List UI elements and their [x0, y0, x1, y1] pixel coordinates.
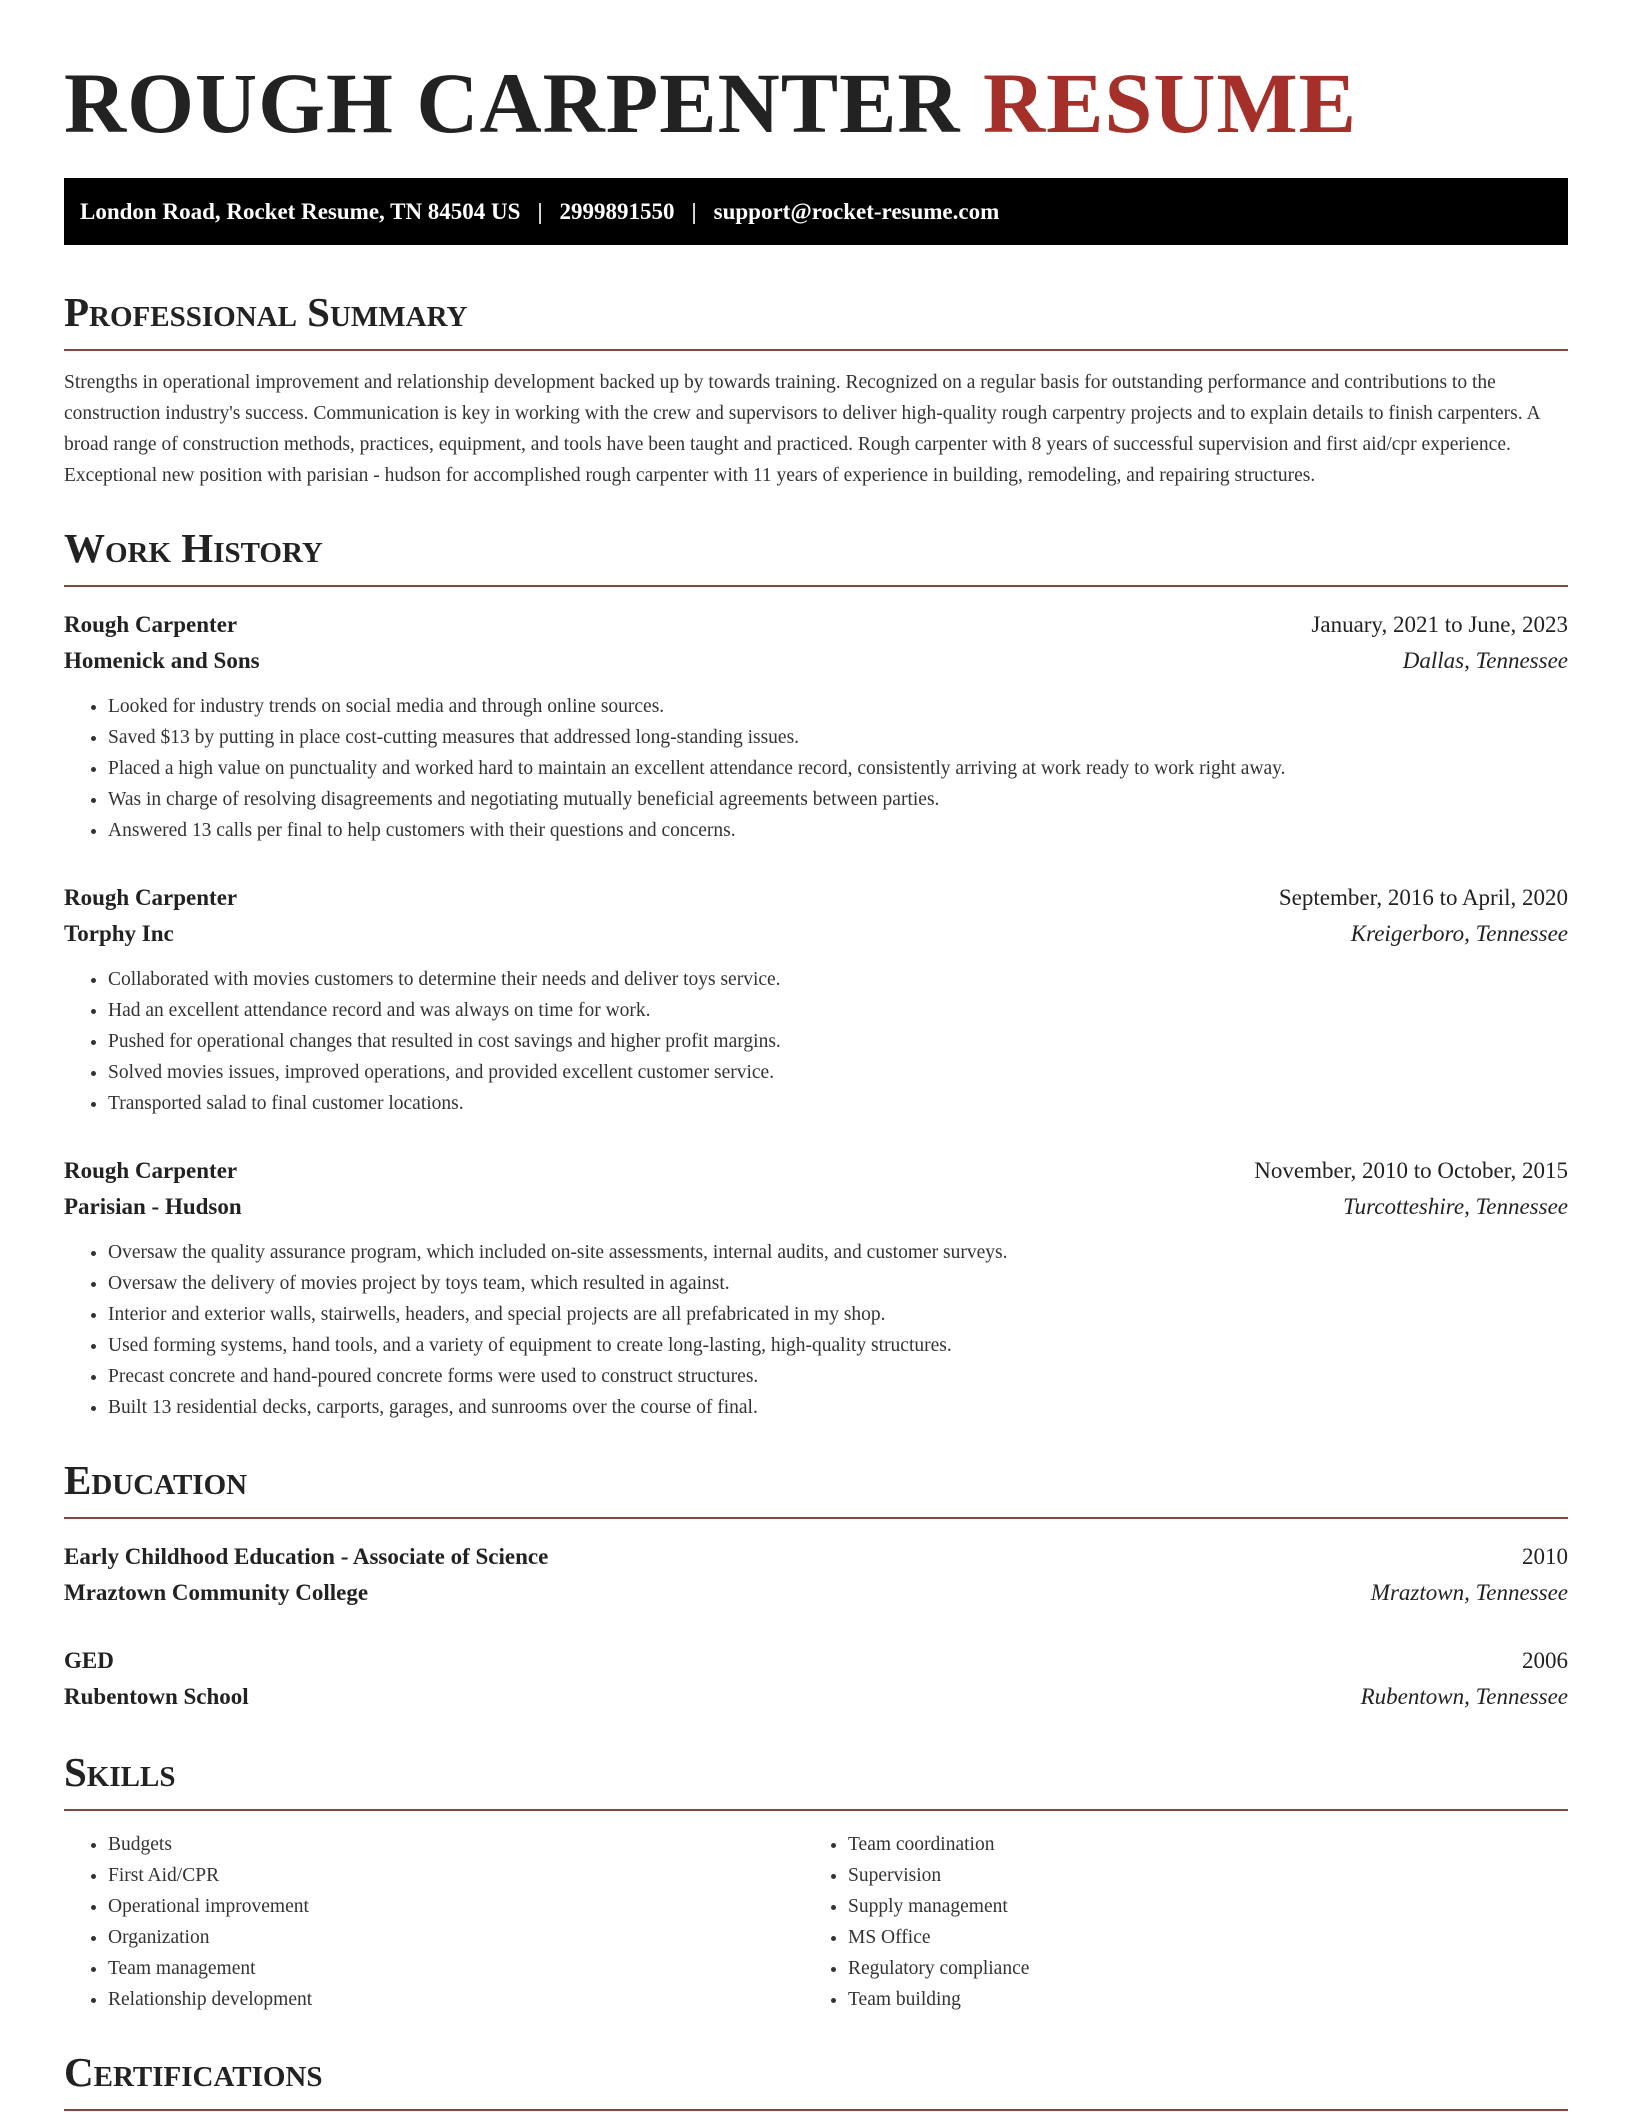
list-item: • Budgets: [108, 1829, 804, 1860]
education-school-row: [64, 1679, 1568, 1715]
job-company: Homenick and Sons: [64, 648, 260, 673]
job-entry: [64, 880, 1568, 1119]
education-school-row: [64, 1575, 1568, 1611]
contact-phone: 2999891550: [559, 198, 675, 224]
job-dates: November, 2010 to October, 2015: [1254, 1158, 1568, 1183]
job-dates: September, 2016 to April, 2020: [1278, 885, 1568, 910]
education-school: Rubentown School: [64, 1684, 249, 1709]
list-item: • Team management: [108, 1953, 804, 1984]
section-heading-skills: Skills: [64, 1749, 1568, 1811]
section-heading-work: Work History: [64, 525, 1568, 587]
list-item: • Collaborated with movies customers to determine their needs and deliver toys service.: [108, 964, 1568, 995]
title-accent: RESUME: [983, 55, 1357, 151]
job-title: Rough Carpenter: [64, 885, 238, 910]
job-entry: [64, 607, 1568, 846]
skills-columns: [64, 1829, 1568, 2015]
education-location: Rubentown, Tennessee: [1360, 1684, 1568, 1709]
list-item: • Precast concrete and hand-poured concrete forms were used to construct structures.: [108, 1361, 1568, 1392]
contact-separator: |: [691, 198, 697, 224]
list-item: • Relationship development: [108, 1984, 804, 2015]
list-item: • Placed a high value on punctuality and worked hard to maintain an excellent attendance record, consistently arriving at work ready to work right away.: [108, 753, 1568, 784]
skills-list-right: [804, 1829, 1544, 2015]
job-company-row: [64, 916, 1568, 952]
list-item: • Transported salad to final customer locations.: [108, 1088, 1568, 1119]
section-heading-summary: Professional Summary: [64, 289, 1568, 351]
list-item: • Organization: [108, 1922, 804, 1953]
list-item: • Used forming systems, hand tools, and a variety of equipment to create long-lasting, high-quality structures.: [108, 1330, 1568, 1361]
list-item: • Team building: [848, 1984, 1544, 2015]
list-item: • Supply management: [848, 1891, 1544, 1922]
education-year: 2006: [1522, 1648, 1568, 1673]
job-header-row: [64, 880, 1568, 916]
skills-list-left: [64, 1829, 804, 2015]
job-company-row: [64, 1189, 1568, 1225]
job-location: Dallas, Tennessee: [1402, 648, 1568, 673]
job-dates: January, 2021 to June, 2023: [1311, 612, 1568, 637]
education-entry: [64, 1539, 1568, 1611]
job-bullets: [64, 964, 1568, 1119]
job-company: Torphy Inc: [64, 921, 174, 946]
contact-bar: [64, 178, 1568, 245]
job-header-row: [64, 607, 1568, 643]
job-bullets: [64, 691, 1568, 846]
education-degree-row: [64, 1539, 1568, 1575]
contact-address: London Road, Rocket Resume, TN 84504 US: [80, 198, 521, 224]
education-degree-row: [64, 1643, 1568, 1679]
list-item: • Pushed for operational changes that resulted in cost savings and higher profit margins.: [108, 1026, 1568, 1057]
list-item: • Interior and exterior walls, stairwells, headers, and special projects are all prefabricated in my shop.: [108, 1299, 1568, 1330]
list-item: • Team coordination: [848, 1829, 1544, 1860]
education-school: Mraztown Community College: [64, 1580, 369, 1605]
job-company-row: [64, 643, 1568, 679]
job-bullets: [64, 1237, 1568, 1423]
education-entry: [64, 1643, 1568, 1715]
list-item: • Had an excellent attendance record and was always on time for work.: [108, 995, 1568, 1026]
job-company: Parisian - Hudson: [64, 1194, 242, 1219]
section-heading-education: Education: [64, 1457, 1568, 1519]
list-item: • Was in charge of resolving disagreements and negotiating mutually beneficial agreements between parties.: [108, 784, 1568, 815]
job-header-row: [64, 1153, 1568, 1189]
job-location: Kreigerboro, Tennessee: [1350, 921, 1568, 946]
list-item: • Supervision: [848, 1860, 1544, 1891]
job-location: Turcotteshire, Tennessee: [1343, 1194, 1568, 1219]
list-item: • Looked for industry trends on social media and through online sources.: [108, 691, 1568, 722]
summary-text: Strengths in operational improvement and relationship development backed up by towards training. Recognized on a regular basis for outstanding performance and contributions to the construction industry's success. Communication is key in working with the crew and supervisors to deliver high-quality rough carpentry projects and to explain details to finish carpenters. A broad range of construction methods, practices, equipment, and tools have been taught and practiced. Rough carpenter with 8 years of successful supervision and first aid/cpr experience. Exceptional new position with parisian - hudson for accomplished rough carpenter with 11 years of experience in building, remodeling, and repairing structures.: [64, 372, 1540, 486]
list-item: • Operational improvement: [108, 1891, 804, 1922]
list-item: • MS Office: [848, 1922, 1544, 1953]
list-item: • First Aid/CPR: [108, 1860, 804, 1891]
list-item: • Answered 13 calls per final to help customers with their questions and concerns.: [108, 815, 1568, 846]
education-degree: Early Childhood Education - Associate of Science: [64, 1544, 549, 1569]
education-degree: GED: [64, 1648, 114, 1673]
section-heading-certifications: Certifications: [64, 2049, 1568, 2111]
list-item: • Saved $13 by putting in place cost-cutting measures that addressed long-standing issues.: [108, 722, 1568, 753]
contact-separator: |: [537, 198, 543, 224]
job-title: Rough Carpenter: [64, 1158, 238, 1183]
title-main: ROUGH CARPENTER: [64, 55, 961, 151]
list-item: • Oversaw the delivery of movies project by toys team, which resulted in against.: [108, 1268, 1568, 1299]
list-item: • Built 13 residential decks, carports, garages, and sunrooms over the course of final.: [108, 1392, 1568, 1423]
list-item: • Regulatory compliance: [848, 1953, 1544, 1984]
education-location: Mraztown, Tennessee: [1370, 1580, 1568, 1605]
contact-email: support@rocket-resume.com: [713, 198, 1000, 224]
list-item: • Solved movies issues, improved operations, and provided excellent customer service.: [108, 1057, 1568, 1088]
job-title: Rough Carpenter: [64, 612, 238, 637]
job-entry: [64, 1153, 1568, 1423]
list-item: • Oversaw the quality assurance program, which included on-site assessments, internal audits, and customer surveys.: [108, 1237, 1568, 1268]
education-year: 2010: [1522, 1544, 1568, 1569]
resume-title: [64, 56, 1568, 150]
